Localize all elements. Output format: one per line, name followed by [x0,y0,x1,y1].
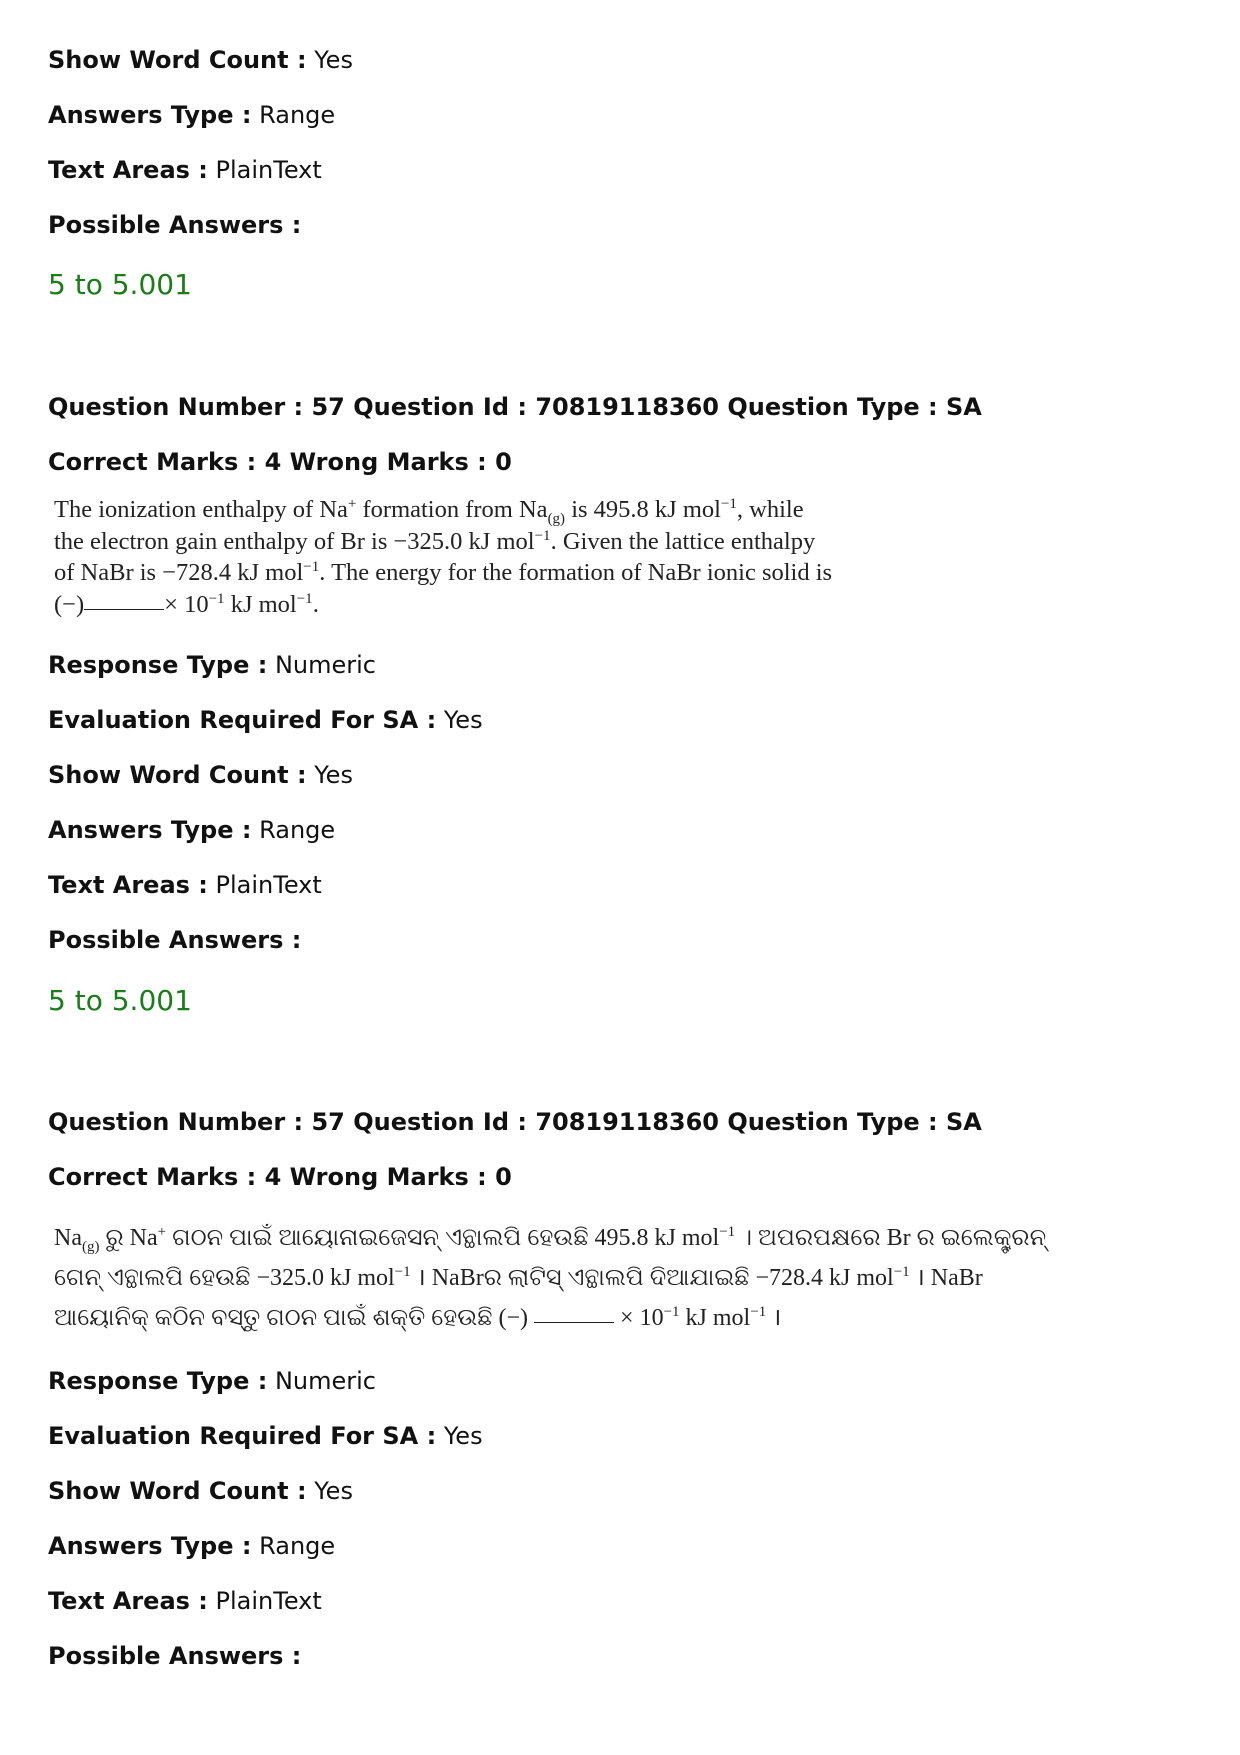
answers-type-row [48,1532,335,1560]
question-text-line: the electron gain enthalpy of Br is −325.0 kJ mol$^{-1}$. Given the lattice enthalpy [54,527,816,555]
evaluation-required-row [48,706,483,734]
question-header: Question Number : 57 Question Id : 70819118360 Question Type : SA [48,393,982,421]
answers-type-row [48,816,335,844]
text-areas-row [48,871,322,899]
field-label: Text Areas : [48,1587,208,1615]
question-header: Question Number : 57 Question Id : 70819118360 Question Type : SA [48,1108,982,1136]
question-text-line: $Na_{(g)}$ ରୁ Na+ ଗଠନ ପାଇଁ ଆୟୋନାଇଜେସନ୍ ଏନ୍ଥାଲପି ହେଉଛି 495.8 kJ mol$^{-1}$ । ଅପରପକ୍ଷରେ Br ର ଇଲେକ୍ଟ୍ରନ୍ [54,1224,1047,1255]
field-label: Show Word Count : [48,46,307,74]
field-label: Answers Type : [48,101,252,129]
possible-answer-value: 5 to 5.001 [48,268,192,301]
response-type-row [48,651,376,679]
field-label: Text Areas : [48,871,208,899]
question-text-line: ଆୟୋନିକ୍ କଠିନ ବସ୍ତୁ ଗଠନ ପାଇଁ ଶକ୍ତି ହେଉଛି (−) × $10^{-1}$ kJ mol$^{-1}$ । [54,1304,782,1331]
question-marks: Correct Marks : 4 Wrong Marks : 0 [48,1163,512,1191]
field-label: Possible Answers : [48,926,302,954]
field-value: Yes [314,1477,353,1505]
field-value: Range [259,101,336,129]
question-text-odia [54,1218,1047,1338]
possible-answers-label [48,926,301,954]
answers-type-row [48,101,335,129]
field-value: Range [259,1532,336,1560]
field-label: Response Type : [48,1367,268,1395]
field-label: Possible Answers : [48,211,302,239]
question-text-line: ଗେନ୍ ଏନ୍ଥାଲପି ହେଉଛି −325.0 kJ mol$^{-1}$ । NaBrର ଲାଟିସ୍ ଏନ୍ଥାଲପି ଦିଆଯାଇଛି −728.4 kJ mol$^{-1}$ । NaBr [54,1264,983,1291]
field-label: Possible Answers : [48,1642,302,1670]
field-value: Yes [443,1422,483,1450]
response-type-row [48,1367,376,1395]
field-label: Answers Type : [48,1532,252,1560]
field-value: Numeric [274,1367,376,1395]
field-value: Numeric [274,651,376,679]
field-value: PlainText [215,156,322,184]
answer-blank [84,608,164,610]
field-label: Evaluation Required For SA : [48,1422,437,1450]
field-label: Text Areas : [48,156,208,184]
evaluation-required-row [48,1422,483,1450]
field-value: Yes [314,46,353,74]
field-label: Evaluation Required For SA : [48,706,437,734]
answer-blank [534,1321,614,1323]
field-label: Answers Type : [48,816,252,844]
question-text-english [54,494,944,620]
text-areas-row [48,1587,322,1615]
question-text-line: of NaBr is −728.4 kJ mol$^{-1}$. The energy for the formation of NaBr ionic solid is [54,559,833,586]
show-word-count-row [48,1477,353,1505]
show-word-count-row [48,761,353,789]
possible-answers-label [48,1642,301,1670]
field-value: PlainText [215,1587,322,1615]
field-label: Show Word Count : [48,761,307,789]
field-value: Yes [443,706,483,734]
question-marks: Correct Marks : 4 Wrong Marks : 0 [48,448,512,476]
text-areas-row [48,156,322,184]
question-text-line: The ionization enthalpy of Na+ formation from $Na_{(g)}$ is 495.8 kJ mol$^{-1}$, while [54,496,804,527]
possible-answer-value: 5 to 5.001 [48,984,192,1017]
field-value: Range [259,816,336,844]
field-value: PlainText [215,871,322,899]
show-word-count-row [48,46,353,74]
field-value: Yes [314,761,353,789]
field-label: Show Word Count : [48,1477,307,1505]
question-text-line: (−) × $10^{-1}$ kJ mol$^{-1}$. [54,590,319,618]
field-label: Response Type : [48,651,268,679]
possible-answers-label [48,211,301,239]
